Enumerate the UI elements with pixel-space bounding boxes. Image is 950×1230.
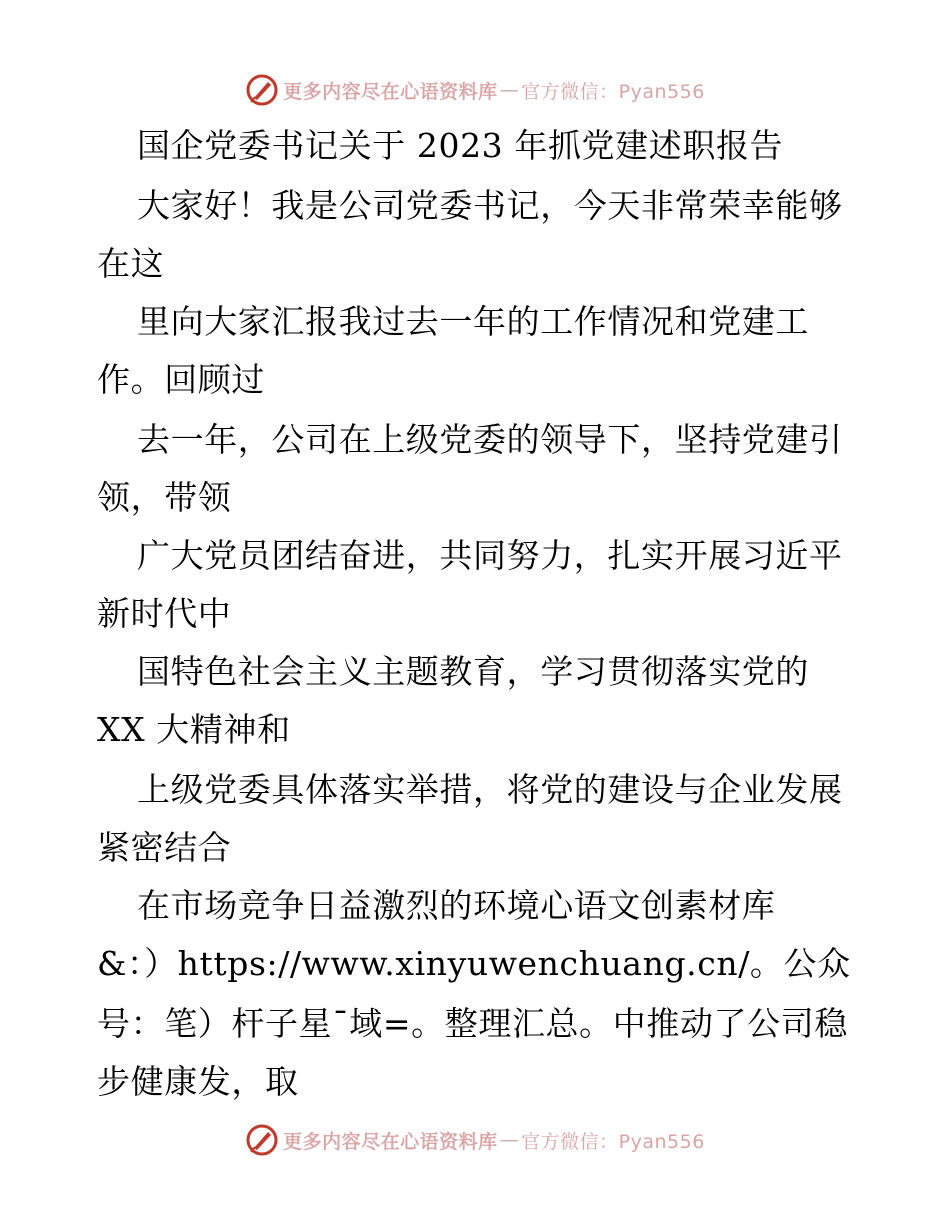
paragraph-line: 里向大家汇报我过去一年的工作情况和党建工: [137, 302, 809, 341]
paragraph-line: XX 大精神和: [97, 710, 291, 749]
banner-site-text: 更多内容尽在心语资料库: [283, 80, 498, 103]
paragraph-line: 新时代中: [97, 594, 232, 633]
paragraph-line: 作。回顾过: [97, 360, 265, 399]
quill-logo-icon: [245, 1123, 279, 1157]
paragraph-line: 号：笔）杆子星¯域=。整理汇总。中推动了公司稳: [97, 1004, 848, 1043]
banner-site-text: 更多内容尽在心语资料库: [283, 1130, 498, 1153]
paragraph-line: 在这: [97, 244, 165, 283]
banner-wechat-text: 官方微信：Pyan556: [521, 80, 705, 103]
paragraph-line: 紧密结合: [97, 828, 232, 867]
footer-watermark-banner: [0, 1120, 950, 1160]
paragraph-line: 国特色社会主义主题教育，学习贯彻落实党的: [137, 652, 809, 691]
banner-separator: —: [499, 79, 520, 101]
banner-wechat-text: 官方微信：Pyan556: [521, 1130, 705, 1153]
paragraph-line: 步健康发，取: [97, 1062, 299, 1101]
paragraph-line: 在市场竞争日益激烈的环境心语文创素材库: [137, 886, 776, 925]
paragraph-line: 大家好！我是公司党委书记，今天非常荣幸能够: [137, 186, 843, 225]
document-title: 国企党委书记关于 2023 年抓党建述职报告: [137, 126, 784, 165]
paragraph-line: 广大党员团结奋进，共同努力，扎实开展习近平: [137, 536, 843, 575]
paragraph-line: &：）https://www.xinyuwenchuang.cn/。公众: [97, 944, 851, 983]
banner-separator: —: [499, 1129, 520, 1151]
paragraph-line: 上级党委具体落实举措，将党的建设与企业发展: [137, 770, 843, 809]
paragraph-line: 去一年，公司在上级党委的领导下，坚持党建引: [137, 420, 843, 459]
paragraph-line: 领，带领: [97, 478, 232, 517]
